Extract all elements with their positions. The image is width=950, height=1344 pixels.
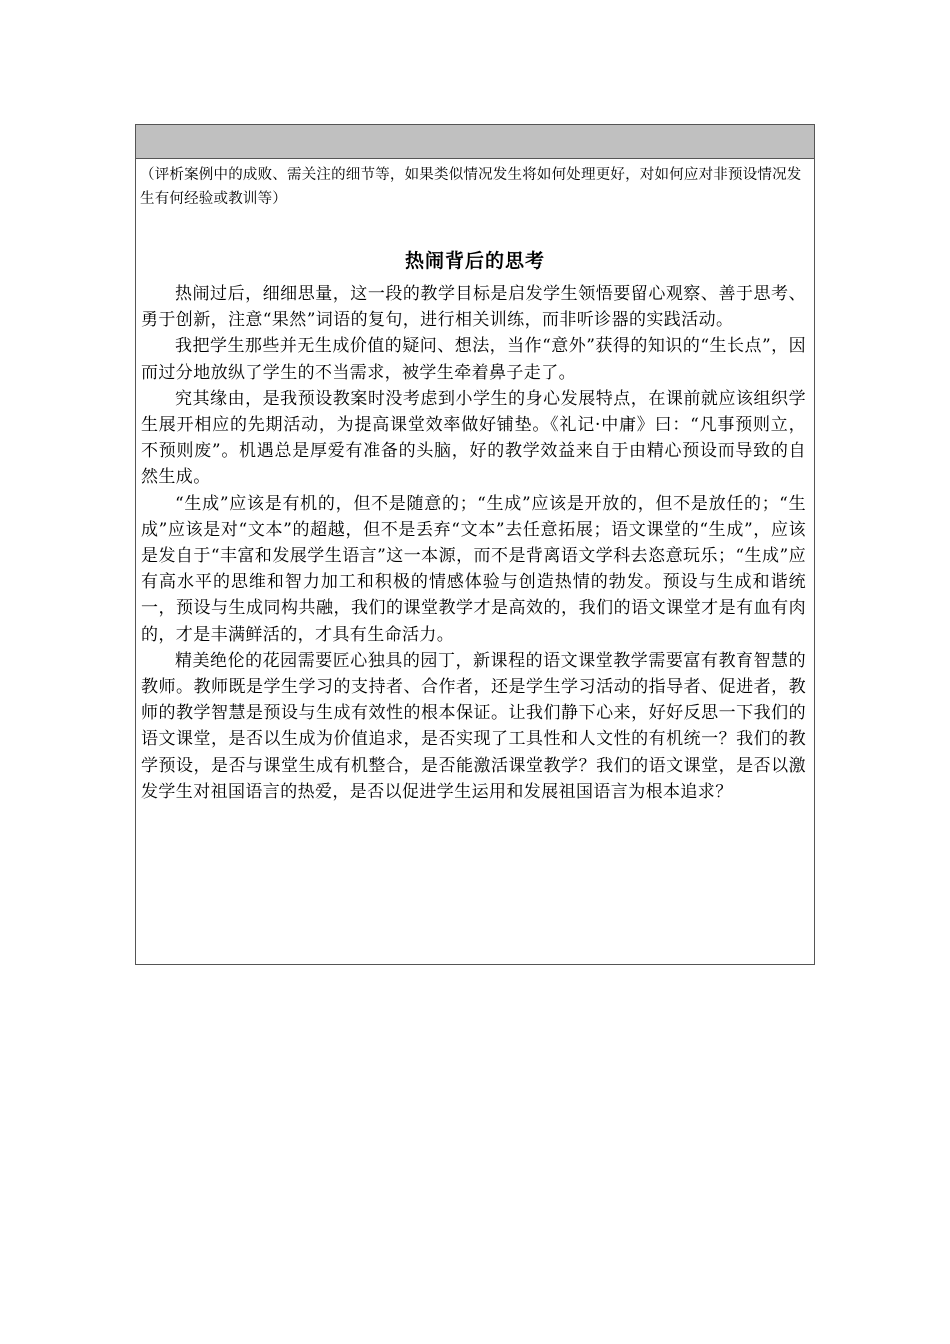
essay-paragraph: “生成”应该是有机的，但不是随意的；“生成”应该是开放的，但不是放任的；“生成”应该是对“文本”的超越，但不是丢弃“文本”去任意拓展；语文课堂的“生成”，应该是发自于“丰富和发展学生语言”这一本源，而不是背离语文学科去恣意玩乐；“生成”应有高水平的思维和智力加工和积极的情感体验与创造热情的勃发。预设与生成和谐统一，预设与生成同构共融，我们的课堂教学才是高效的，我们的语文课堂才是有血有肉的，才是丰满鲜活的，才具有生命活力。 xyxy=(141,493,806,645)
essay-paragraph: 热闹过后，细细思量，这一段的教学目标是启发学生领悟要留心观察、善于思考、勇于创新，注意“果然”词语的复句，进行相关训练，而非听诊器的实践活动。 xyxy=(141,284,806,331)
essay-body xyxy=(141,281,806,805)
essay-paragraph: 我把学生那些并无生成价值的疑问、想法，当作“意外”获得的知识的“生长点”，因而过分地放纵了学生的不当需求，被学生牵着鼻子走了。 xyxy=(141,336,806,383)
essay-paragraph: 究其缘由，是我预设教案时没考虑到小学生的身心发展特点，在课前就应该组织学生展开相应的先期活动，为提高课堂效率做好铺垫。《礼记·中庸》曰：“凡事预则立，不预则废”。机遇总是厚爱有准备的头脑，好的教学效益来自于由精心预设而导致的自然生成。 xyxy=(141,388,806,488)
table-header-bar xyxy=(136,125,814,159)
reflection-table xyxy=(135,124,815,965)
essay-title: 热闹背后的思考 xyxy=(404,250,545,272)
instruction-note: （评析案例中的成败、需关注的细节等，如果类似情况发生将如何处理更好，对如何应对非预设情况发生有何经验或教训等） xyxy=(140,167,802,207)
essay-paragraph: 精美绝伦的花园需要匠心独具的园丁，新课程的语文课堂教学需要富有教育智慧的教师。教师既是学生学习的支持者、合作者，还是学生学习活动的指导者、促进者，教师的教学智慧是预设与生成有效性的根本保证。让我们静下心来，好好反思一下我们的语文课堂，是否以生成为价值追求，是否实现了工具性和人文性的有机统一？我们的教学预设，是否与课堂生成有机整合，是否能激活课堂教学？我们的语文课堂，是否以激发学生对祖国语言的热爱，是否以促进学生运用和发展祖国语言为根本追求？ xyxy=(141,650,806,802)
